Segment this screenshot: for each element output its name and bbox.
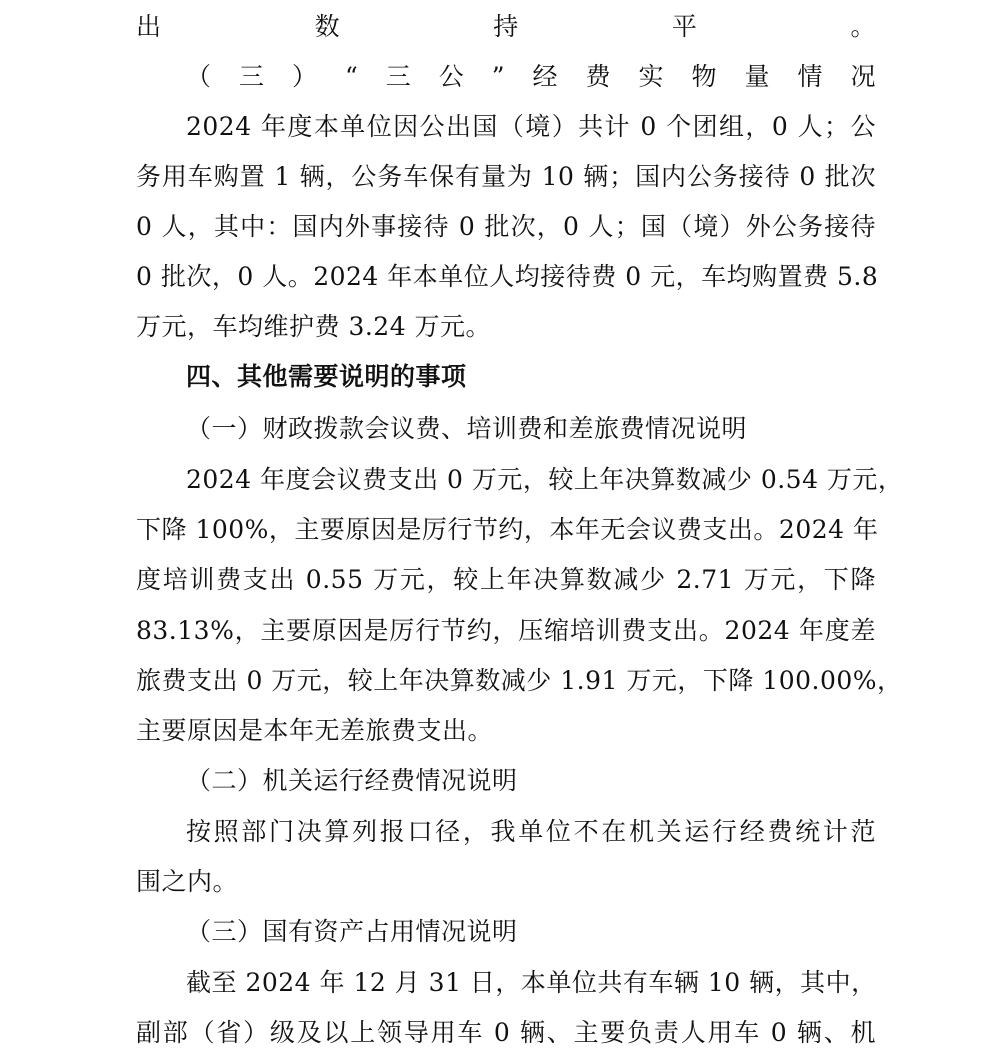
text-line: 副部（省）级及以上领导用车 0 辆、主要负责人用车 0 辆、机 <box>136 1018 876 1047</box>
section-heading: （二）机关运行经费情况说明 <box>186 766 518 795</box>
chapter-heading: 四、其他需要说明的事项 <box>186 362 467 391</box>
text-line: 度培训费支出 0.55 万元，较上年决算数减少 2.71 万元，下降 <box>136 565 876 594</box>
text-line: 0 批次，0 人。2024 年本单位人均接待费 0 元，车均购置费 5.8 <box>136 262 879 291</box>
text-line: 下降 100%，主要原因是厉行节约，本年无会议费支出。2024 年 <box>136 515 879 544</box>
text-line: 2024 年度本单位因公出国（境）共计 0 个团组，0 人；公 <box>186 112 876 141</box>
section-heading: （一）财政拨款会议费、培训费和差旅费情况说明 <box>186 414 748 443</box>
text-line: 0 人，其中：国内外事接待 0 批次，0 人；国（境）外公务接待 <box>136 212 876 241</box>
text-line: 旅费支出 0 万元，较上年决算数减少 1.91 万元，下降 100.00%， <box>136 666 903 695</box>
text-line: 2024 年度会议费支出 0 万元，较上年决算数减少 0.54 万元， <box>186 465 904 494</box>
text-line: 截至 2024 年 12 月 31 日，本单位共有车辆 10 辆，其中， <box>186 968 877 997</box>
text-line: 主要原因是本年无差旅费支出。 <box>136 716 494 745</box>
section-heading: （三）国有资产占用情况说明 <box>186 917 518 946</box>
text-line: 围之内。 <box>136 867 239 896</box>
text-line: 出数持平。 <box>136 12 876 41</box>
text-line: 万元，车均维护费 3.24 万元。 <box>136 312 492 341</box>
section-heading: （三）“三公”经费实物量情况 <box>186 62 876 91</box>
text-line: 务用车购置 1 辆，公务车保有量为 10 辆；国内公务接待 0 批次 <box>136 162 876 191</box>
text-line: 按照部门决算列报口径，我单位不在机关运行经费统计范 <box>186 817 876 846</box>
text-line: 83.13%，主要原因是厉行节约，压缩培训费支出。2024 年度差 <box>136 616 876 645</box>
